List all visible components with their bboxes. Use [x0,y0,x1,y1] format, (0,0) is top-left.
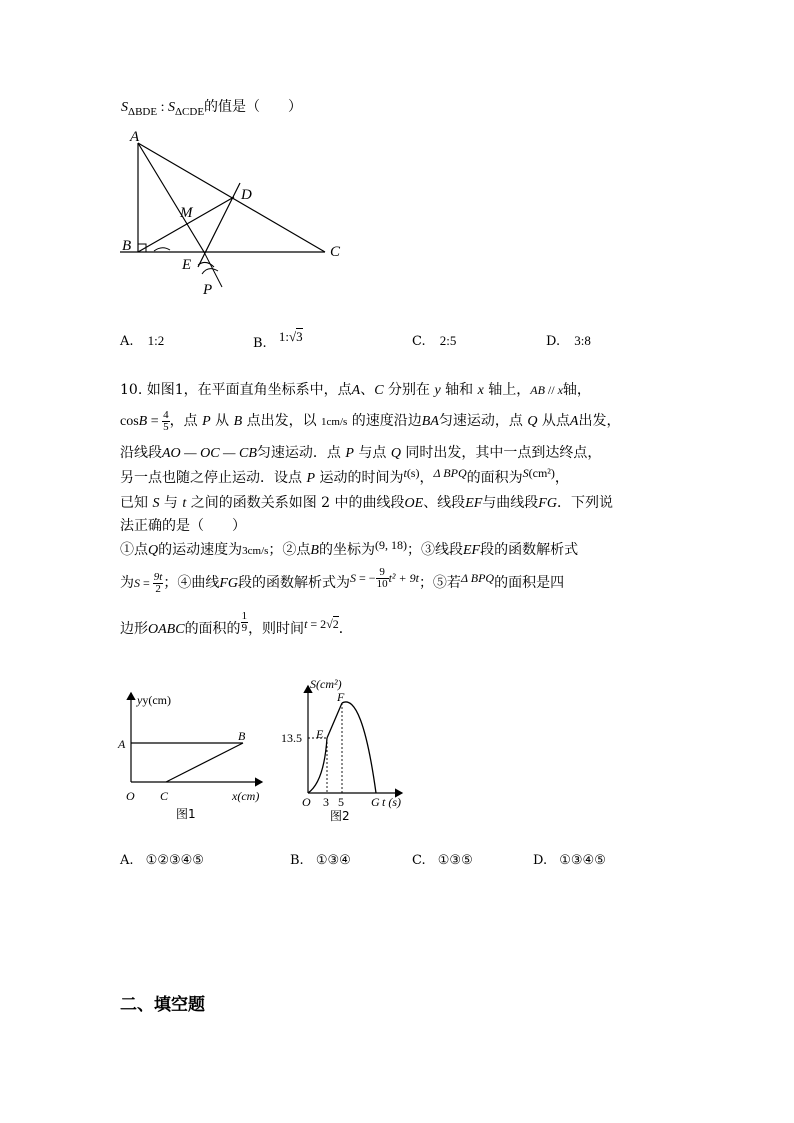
text: 点出发，以 [242,413,322,429]
label-p: P [203,282,213,298]
math: = 2 [307,617,327,631]
segment-dp [198,183,240,267]
option-letter: D. [533,853,548,868]
fig2-curve-fg [342,702,376,793]
fraction-4-5 [162,410,170,433]
text: 轴上， [483,382,531,398]
text: 与 [159,495,183,511]
denominator: 9 [241,621,248,634]
text: 段的函数解析式为 [238,575,351,591]
math: OABC [148,622,185,637]
math: = [147,414,163,429]
option-letter: D. [546,334,561,349]
q9-option-a[interactable] [120,333,164,349]
math: C [374,383,384,398]
math: = − [356,571,376,585]
text: 、 [360,382,375,398]
math: S [522,466,529,480]
option-value: ①③④⑤ [559,853,606,868]
math: S [350,571,357,585]
segment-ae [138,143,204,252]
text: ；④曲线 [163,575,220,591]
fig2-segment-ef [327,703,342,738]
label-a: A [130,129,140,145]
text: ①点 [120,542,148,558]
q10-line-1 [120,380,591,401]
math: S [134,576,140,590]
math: Q [527,414,538,429]
sqrt-symbol: √ [288,329,297,344]
option-letter: C. [412,853,426,868]
math: 1cm/s [321,416,348,428]
math: EF [462,543,481,558]
option-value [279,329,303,344]
q10-option-a[interactable] [120,853,204,868]
text: 之间的函数关系如图 2 中的曲线段 [186,495,405,511]
text: 匀速运动．点 [256,445,346,461]
q10-line-9 [120,609,353,647]
fig1-x-label: x(cm) [232,789,260,803]
math: t [182,496,187,511]
section-2-title: 二、填空题 [120,995,205,1015]
fig2-x-label: t (s) [382,795,401,809]
text: 同时出发，其中一点到达终点， [400,445,602,461]
option-letter: A. [120,334,134,349]
q9-stem-colon: : [157,100,168,115]
text: 分别在 [383,382,435,398]
text: 的面积是四 [494,575,565,591]
q10-option-b[interactable] [290,853,351,868]
fig1-caption: 图1 [176,807,196,820]
text: 的面积为 [466,470,523,486]
fig2-tick-5: 5 [338,795,344,809]
math: t [403,466,407,480]
text: 与点 [353,445,391,461]
fig1-y-label: yy(cm) [137,693,171,707]
text: 出发， [578,413,621,429]
math: y [434,383,441,398]
fig2-curve-oe [308,738,327,793]
math: x [477,383,484,398]
fig2-caption: 图2 [330,809,350,823]
text: 轴， [562,382,591,398]
math: t [304,617,308,631]
text: ；③线段 [406,542,463,558]
q10-line-5 [120,493,613,514]
q10-line-6 [120,516,246,536]
q9-triangle-figure [110,125,360,300]
text: 轴和 [440,382,478,398]
q9-stem-sub2: ΔCDE [174,105,205,118]
sqrt-symbol: √ [326,617,333,631]
q10-line-7 [120,540,578,561]
numerator: 1 [241,609,248,622]
q9-stem-tail: 的值是（ ） [204,99,303,115]
text: ． [338,621,353,637]
q9-option-c[interactable] [412,333,456,349]
text: ；②点 [268,542,311,558]
math: A [351,383,361,398]
option-value: ①②③④⑤ [145,853,204,868]
denominator: 10 [376,577,388,590]
fig1-y-label-text: y(cm) [142,693,171,707]
text: 匀速运动，点 [438,413,528,429]
math: AB [530,383,545,397]
math: AO — OC — CB [162,446,257,461]
math: // [544,383,558,397]
text: ， [554,470,569,486]
math: P [306,471,316,486]
q10-line-3 [120,443,601,464]
text: 的运动速度为 [158,542,243,558]
q9-option-d[interactable] [546,333,591,349]
math: Δ BPQ [433,466,467,480]
option-letter: B. [290,853,304,868]
math: BA [421,414,439,429]
option-letter: A. [120,853,134,868]
q9-stem [121,97,302,122]
fig2-tick-3: 3 [323,795,329,809]
q9-option-b[interactable] [253,329,303,351]
option-value: 1:2 [147,333,165,348]
text: 从 [210,413,234,429]
fraction-9t-2 [153,572,164,595]
fraction-1-9 [241,611,249,634]
option-value-prefix: 1: [278,329,289,344]
math: B [310,543,319,558]
text: 从点 [537,413,570,429]
math: t² + 9t [388,571,419,585]
option-letter: B. [253,336,267,351]
label-e: E [182,257,192,273]
fig2-tick-13-5: 13.5 [281,731,302,745]
option-value: ①③④ [315,853,351,868]
text: 的面积的 [184,621,241,637]
text: 的速度沿边 [347,413,422,429]
math: (9, 18) [374,538,407,552]
q9-stem-s1: S [121,100,128,115]
text: 已知 [120,495,153,511]
numerator: 4 [163,408,169,421]
math: P [345,446,354,461]
math: FG [538,496,557,511]
math: (cm²) [528,466,555,480]
label-d: D [241,187,252,203]
text: 边形 [120,621,148,637]
fig1-label-b: B [238,729,246,743]
q10-line-2 [120,406,620,437]
math: cos [120,414,139,429]
text: 的坐标为 [318,542,375,558]
math: (s) [406,466,420,480]
text: ；⑤若 [418,575,461,591]
option-value: ①③⑤ [437,853,473,868]
fig2-label-g: G [371,795,380,809]
math: = [140,576,153,590]
q10-figure-1 [112,690,277,820]
arc-mark-3 [154,248,170,251]
math: S [152,496,160,511]
text: ，则时间 [248,621,305,637]
text: 为 [120,575,134,591]
option-value-radicand: 3 [296,329,303,344]
label-m: M [180,205,193,221]
math: 2 [332,617,339,631]
option-value: 2:5 [439,333,457,348]
math: FG [219,576,239,591]
denominator: 5 [163,420,169,433]
fraction-9-10 [376,567,389,590]
denominator: 2 [155,582,161,595]
text: 与曲线段 [482,495,539,511]
text: ，点 [169,413,203,429]
fig2-label-o: O [302,795,311,809]
label-c: C [330,244,341,260]
math: A [569,414,579,429]
text: 段的函数解析式 [480,542,579,558]
q10-line-4 [120,468,569,489]
text: ， [419,470,434,486]
numerator: 9t [153,570,163,583]
fig1-label-c: C [160,789,169,803]
math: B [233,414,243,429]
math: EF [465,496,483,511]
q10-option-c[interactable] [412,853,473,868]
text: 10. 如图1，在平面直角坐标系中，点 [120,382,352,398]
text: ．下列说 [556,495,613,511]
math: x [557,383,563,397]
math: Q [148,543,159,558]
math: P [202,414,211,429]
q9-stem-s2: S [167,100,175,115]
q10-option-d[interactable] [533,853,606,868]
fig2-label-e: E [316,727,324,741]
fig2-label-f: F [337,690,345,704]
fig1-label-o: O [126,789,135,803]
fig2-y-label: S(cm²) [310,677,342,691]
text: 运动的时间为 [315,470,404,486]
math: B [138,414,148,429]
q9-stem-sub1: ΔBDE [128,105,158,118]
option-letter: C. [412,334,426,349]
math: OE [404,496,424,511]
numerator: 9 [376,567,389,579]
label-b: B [122,238,132,254]
q10-figure-2 [272,672,412,824]
text: 、线段 [423,495,466,511]
text: 另一点也随之停止运动．设点 [120,470,307,486]
fig1-segment-cb [166,743,243,782]
text: 法正确的是（ ） [120,518,246,534]
text: 沿线段 [120,445,162,461]
math: Δ BPQ [460,571,495,585]
option-value: 3:8 [574,333,591,348]
fig1-label-a: A [118,737,126,751]
q10-line-8 [120,566,564,601]
math: 3cm/s [242,545,269,557]
arc-mark-2 [202,269,218,274]
math: Q [390,446,401,461]
